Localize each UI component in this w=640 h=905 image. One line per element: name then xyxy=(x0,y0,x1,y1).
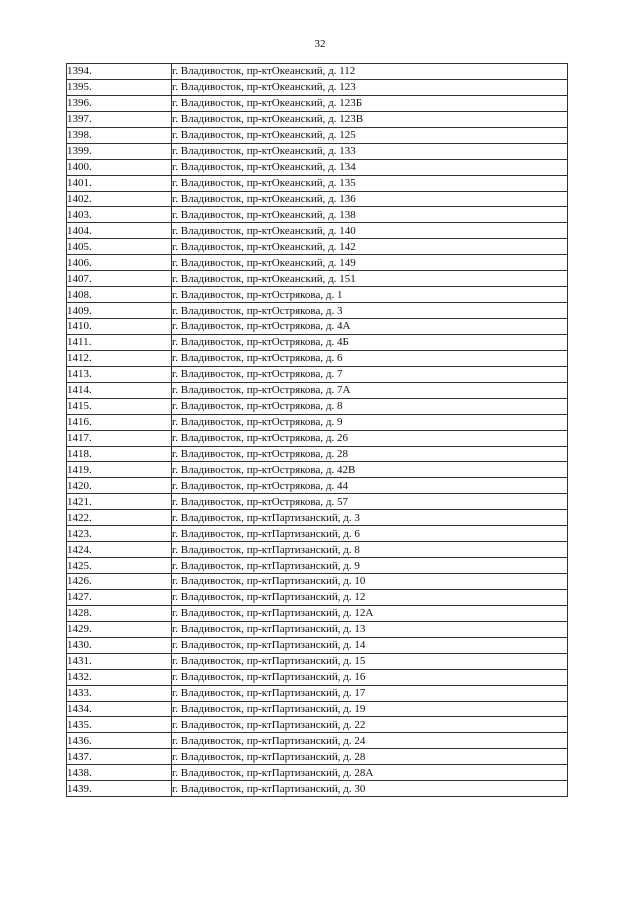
row-address: г. Владивосток, пр-ктПартизанский, д. 12А xyxy=(172,605,568,621)
row-address: г. Владивосток, пр-ктОкеанский, д. 151 xyxy=(172,271,568,287)
table-row xyxy=(67,669,568,685)
row-number: 1398. xyxy=(67,127,172,143)
table-row xyxy=(67,589,568,605)
row-number: 1431. xyxy=(67,653,172,669)
row-address: г. Владивосток, пр-ктПартизанский, д. 17 xyxy=(172,685,568,701)
row-number: 1411. xyxy=(67,334,172,350)
row-address: г. Владивосток, пр-ктПартизанский, д. 30 xyxy=(172,781,568,797)
row-number: 1405. xyxy=(67,239,172,255)
row-number: 1418. xyxy=(67,446,172,462)
row-address: г. Владивосток, пр-ктОкеанский, д. 140 xyxy=(172,223,568,239)
table-row xyxy=(67,143,568,159)
row-address: г. Владивосток, пр-ктОкеанский, д. 142 xyxy=(172,239,568,255)
row-number: 1406. xyxy=(67,255,172,271)
table-row xyxy=(67,111,568,127)
table-row xyxy=(67,319,568,335)
row-number: 1426. xyxy=(67,574,172,590)
table-row xyxy=(67,685,568,701)
row-number: 1413. xyxy=(67,366,172,382)
row-number: 1423. xyxy=(67,526,172,542)
row-number: 1402. xyxy=(67,191,172,207)
row-number: 1401. xyxy=(67,175,172,191)
table-row xyxy=(67,446,568,462)
table-row xyxy=(67,605,568,621)
row-address: г. Владивосток, пр-ктОстрякова, д. 7А xyxy=(172,382,568,398)
table-row xyxy=(67,733,568,749)
table-row xyxy=(67,653,568,669)
page-number: 32 xyxy=(314,38,326,50)
table-row xyxy=(67,637,568,653)
row-number: 1432. xyxy=(67,669,172,685)
row-address: г. Владивосток, пр-ктПартизанский, д. 28 xyxy=(172,749,568,765)
table-row xyxy=(67,191,568,207)
row-address: г. Владивосток, пр-ктОстрякова, д. 26 xyxy=(172,430,568,446)
table-row xyxy=(67,574,568,590)
row-address: г. Владивосток, пр-ктОкеанский, д. 134 xyxy=(172,159,568,175)
row-address: г. Владивосток, пр-ктОкеанский, д. 138 xyxy=(172,207,568,223)
row-number: 1427. xyxy=(67,589,172,605)
row-number: 1422. xyxy=(67,510,172,526)
row-address: г. Владивосток, пр-ктОкеанский, д. 123В xyxy=(172,111,568,127)
table-row xyxy=(67,303,568,319)
table-row xyxy=(67,398,568,414)
row-address: г. Владивосток, пр-ктПартизанский, д. 16 xyxy=(172,669,568,685)
row-number: 1428. xyxy=(67,605,172,621)
row-number: 1414. xyxy=(67,382,172,398)
row-number: 1415. xyxy=(67,398,172,414)
table-row xyxy=(67,64,568,80)
row-number: 1424. xyxy=(67,542,172,558)
table-row xyxy=(67,239,568,255)
table-row xyxy=(67,334,568,350)
row-number: 1425. xyxy=(67,558,172,574)
row-number: 1404. xyxy=(67,223,172,239)
row-address: г. Владивосток, пр-ктПартизанский, д. 13 xyxy=(172,621,568,637)
table-row xyxy=(67,350,568,366)
row-number: 1417. xyxy=(67,430,172,446)
row-number: 1438. xyxy=(67,765,172,781)
table-row xyxy=(67,287,568,303)
table-row xyxy=(67,382,568,398)
row-address: г. Владивосток, пр-ктОстрякова, д. 6 xyxy=(172,350,568,366)
table-row xyxy=(67,414,568,430)
row-address: г. Владивосток, пр-ктОкеанский, д. 135 xyxy=(172,175,568,191)
row-number: 1395. xyxy=(67,79,172,95)
row-address: г. Владивосток, пр-ктОкеанский, д. 112 xyxy=(172,64,568,80)
table-row xyxy=(67,510,568,526)
row-address: г. Владивосток, пр-ктПартизанский, д. 14 xyxy=(172,637,568,653)
table-row xyxy=(67,271,568,287)
row-address: г. Владивосток, пр-ктПартизанский, д. 3 xyxy=(172,510,568,526)
row-address: г. Владивосток, пр-ктПартизанский, д. 8 xyxy=(172,542,568,558)
row-address: г. Владивосток, пр-ктОстрякова, д. 7 xyxy=(172,366,568,382)
row-number: 1421. xyxy=(67,494,172,510)
row-address: г. Владивосток, пр-ктОкеанский, д. 133 xyxy=(172,143,568,159)
row-number: 1412. xyxy=(67,350,172,366)
row-address: г. Владивосток, пр-ктОкеанский, д. 125 xyxy=(172,127,568,143)
row-address: г. Владивосток, пр-ктПартизанский, д. 15 xyxy=(172,653,568,669)
row-number: 1397. xyxy=(67,111,172,127)
row-address: г. Владивосток, пр-ктОстрякова, д. 57 xyxy=(172,494,568,510)
row-address: г. Владивосток, пр-ктОстрякова, д. 4Б xyxy=(172,334,568,350)
row-address: г. Владивосток, пр-ктПартизанский, д. 10 xyxy=(172,574,568,590)
row-number: 1416. xyxy=(67,414,172,430)
row-number: 1434. xyxy=(67,701,172,717)
table-row xyxy=(67,526,568,542)
row-number: 1420. xyxy=(67,478,172,494)
row-number: 1394. xyxy=(67,64,172,80)
row-number: 1408. xyxy=(67,287,172,303)
row-number: 1433. xyxy=(67,685,172,701)
row-address: г. Владивосток, пр-ктОстрякова, д. 3 xyxy=(172,303,568,319)
row-number: 1419. xyxy=(67,462,172,478)
row-number: 1407. xyxy=(67,271,172,287)
table-row xyxy=(67,255,568,271)
row-address: г. Владивосток, пр-ктПартизанский, д. 9 xyxy=(172,558,568,574)
table-row xyxy=(67,558,568,574)
row-number: 1399. xyxy=(67,143,172,159)
row-address: г. Владивосток, пр-ктПартизанский, д. 19 xyxy=(172,701,568,717)
table-row xyxy=(67,175,568,191)
table-row xyxy=(67,478,568,494)
row-number: 1436. xyxy=(67,733,172,749)
row-address: г. Владивосток, пр-ктОкеанский, д. 123Б xyxy=(172,95,568,111)
row-address: г. Владивосток, пр-ктОкеанский, д. 123 xyxy=(172,79,568,95)
table-row xyxy=(67,701,568,717)
table-row xyxy=(67,127,568,143)
row-number: 1430. xyxy=(67,637,172,653)
row-number: 1403. xyxy=(67,207,172,223)
row-address: г. Владивосток, пр-ктОстрякова, д. 4А xyxy=(172,319,568,335)
row-address: г. Владивосток, пр-ктПартизанский, д. 28А xyxy=(172,765,568,781)
row-address: г. Владивосток, пр-ктПартизанский, д. 6 xyxy=(172,526,568,542)
row-number: 1437. xyxy=(67,749,172,765)
table-row xyxy=(67,159,568,175)
row-address: г. Владивосток, пр-ктОкеанский, д. 136 xyxy=(172,191,568,207)
row-number: 1435. xyxy=(67,717,172,733)
row-number: 1396. xyxy=(67,95,172,111)
table-row xyxy=(67,223,568,239)
row-number: 1400. xyxy=(67,159,172,175)
table-row xyxy=(67,781,568,797)
row-address: г. Владивосток, пр-ктОстрякова, д. 9 xyxy=(172,414,568,430)
table-row xyxy=(67,717,568,733)
table-row xyxy=(67,749,568,765)
row-address: г. Владивосток, пр-ктОстрякова, д. 44 xyxy=(172,478,568,494)
row-number: 1429. xyxy=(67,621,172,637)
row-address: г. Владивосток, пр-ктОкеанский, д. 149 xyxy=(172,255,568,271)
table-row xyxy=(67,207,568,223)
row-address: г. Владивосток, пр-ктОстрякова, д. 1 xyxy=(172,287,568,303)
table-row xyxy=(67,462,568,478)
table-row xyxy=(67,79,568,95)
row-address: г. Владивосток, пр-ктПартизанский, д. 24 xyxy=(172,733,568,749)
row-number: 1409. xyxy=(67,303,172,319)
row-address: г. Владивосток, пр-ктОстрякова, д. 28 xyxy=(172,446,568,462)
table-row xyxy=(67,765,568,781)
row-address: г. Владивосток, пр-ктПартизанский, д. 12 xyxy=(172,589,568,605)
row-address: г. Владивосток, пр-ктОстрякова, д. 42В xyxy=(172,462,568,478)
row-number: 1410. xyxy=(67,319,172,335)
row-number: 1439. xyxy=(67,781,172,797)
row-address: г. Владивосток, пр-ктПартизанский, д. 22 xyxy=(172,717,568,733)
table-row xyxy=(67,542,568,558)
row-address: г. Владивосток, пр-ктОстрякова, д. 8 xyxy=(172,398,568,414)
table-row xyxy=(67,494,568,510)
address-table-body xyxy=(67,64,568,797)
address-table xyxy=(66,63,568,797)
table-row xyxy=(67,366,568,382)
table-row xyxy=(67,621,568,637)
table-row xyxy=(67,430,568,446)
table-row xyxy=(67,95,568,111)
